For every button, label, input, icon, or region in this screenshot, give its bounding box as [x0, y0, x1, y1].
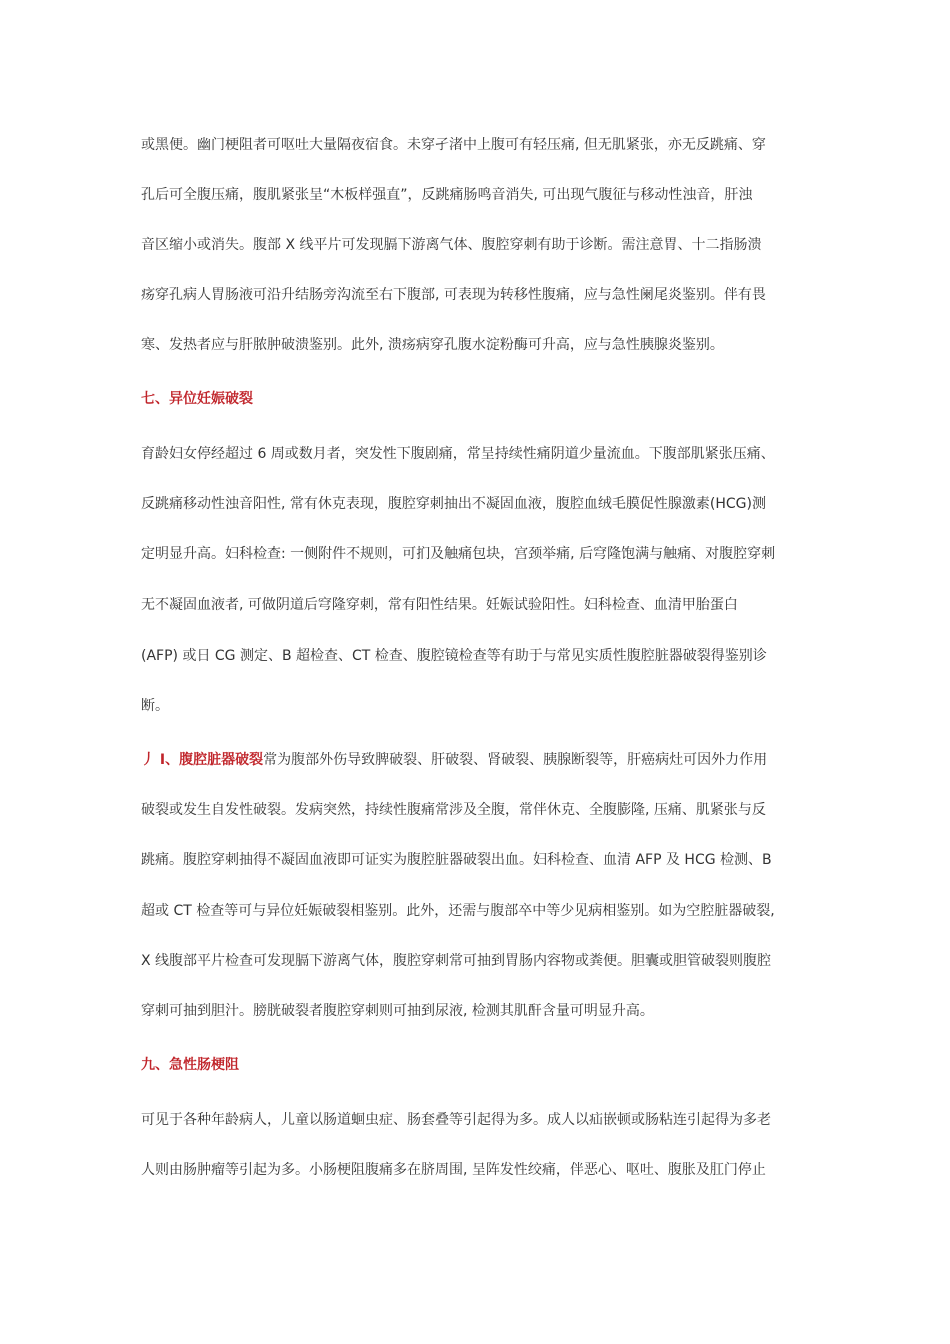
- paragraph-line: 无不凝固血液者, 可做阴道后穹隆穿刺，常有阳性结果。妊娠试验阳性。妇科检查、血清甲胎蛋白: [141, 597, 738, 613]
- section-heading-line: [141, 750, 767, 770]
- paragraph-text: 常为腹部外伤导致脾破裂、肝破裂、肾破裂、胰腺断裂等，肝癌病灶可因外力作用: [263, 752, 768, 768]
- paragraph-line: 或黑便。幽门梗阻者可呕吐大量隔夜宿食。未穿孑渚中上腹可有轻压痛, 但无肌紧张，亦无反跳痛、穿: [141, 137, 766, 153]
- paragraph-line: 孔后可全腹压痛，腹肌紧张呈“木板样强直”，反跳痛肠鸣音消失, 可出现气腹征与移动性浊音，肝浊: [141, 187, 753, 203]
- paragraph-line: 断。: [141, 698, 169, 714]
- paragraph-line: X 线腹部平片检查可发现膈下游离气体，腹腔穿刺常可抽到胃肠内容物或粪便。胆囊或胆管破裂则腹腔: [141, 953, 772, 969]
- paragraph-line: 破裂或发生自发性破裂。发病突然，持续性腹痛常涉及全腹，常伴休克、全腹膨隆, 压痛、肌紧张与反: [141, 802, 766, 818]
- paragraph-line: 疡穿孔病人胃肠液可沿升结肠旁沟流至右下腹部, 可表现为转移性腹痛，应与急性阑尾炎鉴别。伴有畏: [141, 287, 766, 303]
- paragraph-line: 寒、发热者应与肝脓肿破溃鉴别。此外, 溃疡病穿孔腹水淀粉酶可升高，应与急性胰腺炎鉴别。: [141, 337, 724, 353]
- paragraph-line: 育龄妇女停经超过 6 周或数月者，突发性下腹剧痛，常呈持续性痛阴道少量流血。下腹部肌紧张压痛、: [141, 446, 775, 462]
- paragraph-line: 人则由肠肿瘤等引起为多。小肠梗阻腹痛多在脐周围, 呈阵发性绞痛，伴恶心、呕吐、腹胀及肛门停止: [141, 1162, 766, 1178]
- section-heading: 七、异位妊娠破裂: [141, 391, 253, 407]
- paragraph-line: (AFP) 或日 CG 测定、B 超检查、CT 检查、腹腔镜检查等有助于与常见实质性腹腔脏器破裂得鉴别诊: [141, 648, 767, 664]
- paragraph-line: 超或 CT 检查等可与异位妊娠破裂相鉴别。此外，还需与腹部卒中等少见病相鉴别。如为空腔脏器破裂,: [141, 903, 775, 919]
- paragraph-line: 跳痛。腹腔穿刺抽得不凝固血液即可证实为腹腔脏器破裂出血。妇科检查、血清 AFP 及 HCG 检测、B: [141, 852, 772, 868]
- paragraph-line: 可见于各种年龄病人，儿童以肠道蛔虫症、肠套叠等引起得为多。成人以疝嵌顿或肠粘连引起得为多老: [141, 1112, 771, 1128]
- paragraph-line: 定明显升高。妇科检查: 一侧附件不规则，可扪及触痛包块，宫颈举痛, 后穹隆饱满与触痛、对腹腔穿刺: [141, 546, 776, 562]
- paragraph-line: 穿刺可抽到胆汁。膀胱破裂者腹腔穿刺则可抽到尿液, 检测其肌酐含量可明显升高。: [141, 1003, 654, 1019]
- paragraph-line: 反跳痛移动性浊音阳性, 常有休克表现，腹腔穿刺抽出不凝固血液，腹腔血绒毛膜促性腺激素(HCG)测: [141, 496, 766, 512]
- section-heading: 丿 I、腹腔脏器破裂: [141, 752, 264, 768]
- section-heading: 九、急性肠梗阻: [141, 1057, 239, 1073]
- paragraph-line: 音区缩小或消失。腹部 X 线平片可发现膈下游离气体、腹腔穿刺有助于诊断。需注意胃、十二指肠溃: [141, 237, 762, 253]
